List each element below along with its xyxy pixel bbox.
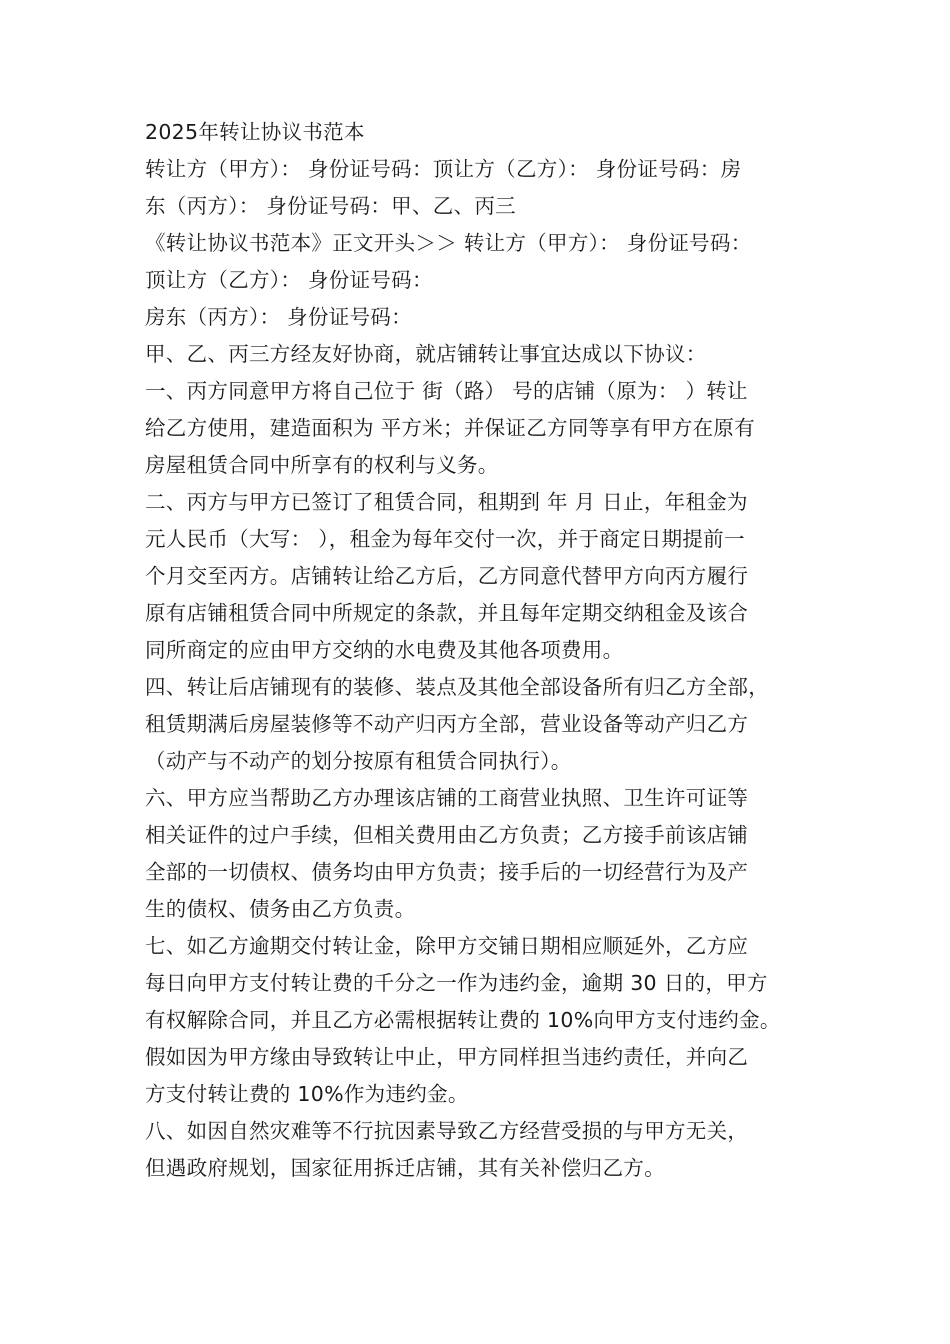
paragraph	[145, 1113, 810, 1187]
text-line: 甲、乙、丙三方经友好协商，就店铺转让事宜达成以下协议：	[145, 342, 707, 366]
paragraph	[145, 151, 810, 225]
text-line: 房屋租赁合同中所享有的权利与义务。	[145, 453, 499, 477]
paragraph	[145, 373, 810, 484]
text-line: 顶让方（乙方）： 身份证号码：	[145, 268, 433, 292]
text-line: （动产与不动产的划分按原有租赁合同执行）。	[145, 749, 572, 773]
text-line: 四、转让后店铺现有的装修、装点及其他全部设备所有归乙方全部，	[145, 675, 769, 699]
paragraph	[145, 928, 810, 1113]
text-line: 房东（丙方）： 身份证号码：	[145, 305, 412, 329]
document-body	[145, 114, 810, 1187]
text-line: 个月交至丙方。店铺转让给乙方后，乙方同意代替甲方向丙方履行	[145, 564, 749, 588]
paragraph	[145, 669, 810, 780]
paragraph	[145, 484, 810, 669]
text-line: 生的债权、债务由乙方负责。	[145, 897, 416, 921]
text-line: 方支付转让费的 10%作为违约金。	[145, 1082, 469, 1106]
text-line: 东（丙方）： 身份证号码：甲、乙、丙三	[145, 194, 516, 218]
paragraph	[145, 225, 810, 299]
paragraph-list	[145, 151, 810, 1187]
paragraph	[145, 780, 810, 928]
text-line: 相关证件的过户手续，但相关费用由乙方负责；乙方接手前该店铺	[145, 823, 749, 847]
text-line: 一、丙方同意甲方将自己位于 街（路） 号的店铺（原为： ）转让	[145, 379, 748, 403]
text-line: 二、丙方与甲方已签订了租赁合同，租期到 年 月 日止，年租金为	[145, 490, 748, 514]
text-line: 原有店铺租赁合同中所规定的条款，并且每年定期交纳租金及该合	[145, 601, 749, 625]
text-line: 八、如因自然灾难等不行抗因素导致乙方经营受损的与甲方无关，	[145, 1119, 749, 1143]
document-title: 2025年转让协议书范本	[145, 120, 365, 144]
text-line: 租赁期满后房屋装修等不动产归丙方全部，营业设备等动产归乙方	[145, 712, 749, 736]
text-line: 《转让协议书范本》正文开头＞＞ 转让方（甲方）： 身份证号码：	[145, 231, 752, 255]
text-line: 每日向甲方支付转让费的千分之一作为违约金，逾期 30 日的，甲方	[145, 971, 768, 995]
paragraph	[145, 336, 810, 373]
text-line: 但遇政府规划，国家征用拆迁店铺，其有关补偿归乙方。	[145, 1156, 665, 1180]
text-line: 六、甲方应当帮助乙方办理该店铺的工商营业执照、卫生许可证等	[145, 786, 749, 810]
text-line: 元人民币（大写： ），租金为每年交付一次，并于商定日期提前一	[145, 527, 745, 551]
text-line: 七、如乙方逾期交付转让金，除甲方交铺日期相应顺延外，乙方应	[145, 934, 749, 958]
paragraph	[145, 299, 810, 336]
text-line: 有权解除合同，并且乙方必需根据转让费的 10%向甲方支付违约金。	[145, 1008, 781, 1032]
text-line: 同所商定的应由甲方交纳的水电费及其他各项费用。	[145, 638, 624, 662]
text-line: 全部的一切债权、债务均由甲方负责；接手后的一切经营行为及产	[145, 860, 749, 884]
text-line: 转让方（甲方）： 身份证号码：顶让方（乙方）： 身份证号码：房	[145, 157, 742, 181]
text-line: 假如因为甲方缘由导致转让中止，甲方同样担当违约责任，并向乙	[145, 1045, 749, 1069]
text-line: 给乙方使用，建造面积为 平方米；并保证乙方同等享有甲方在原有	[145, 416, 756, 440]
